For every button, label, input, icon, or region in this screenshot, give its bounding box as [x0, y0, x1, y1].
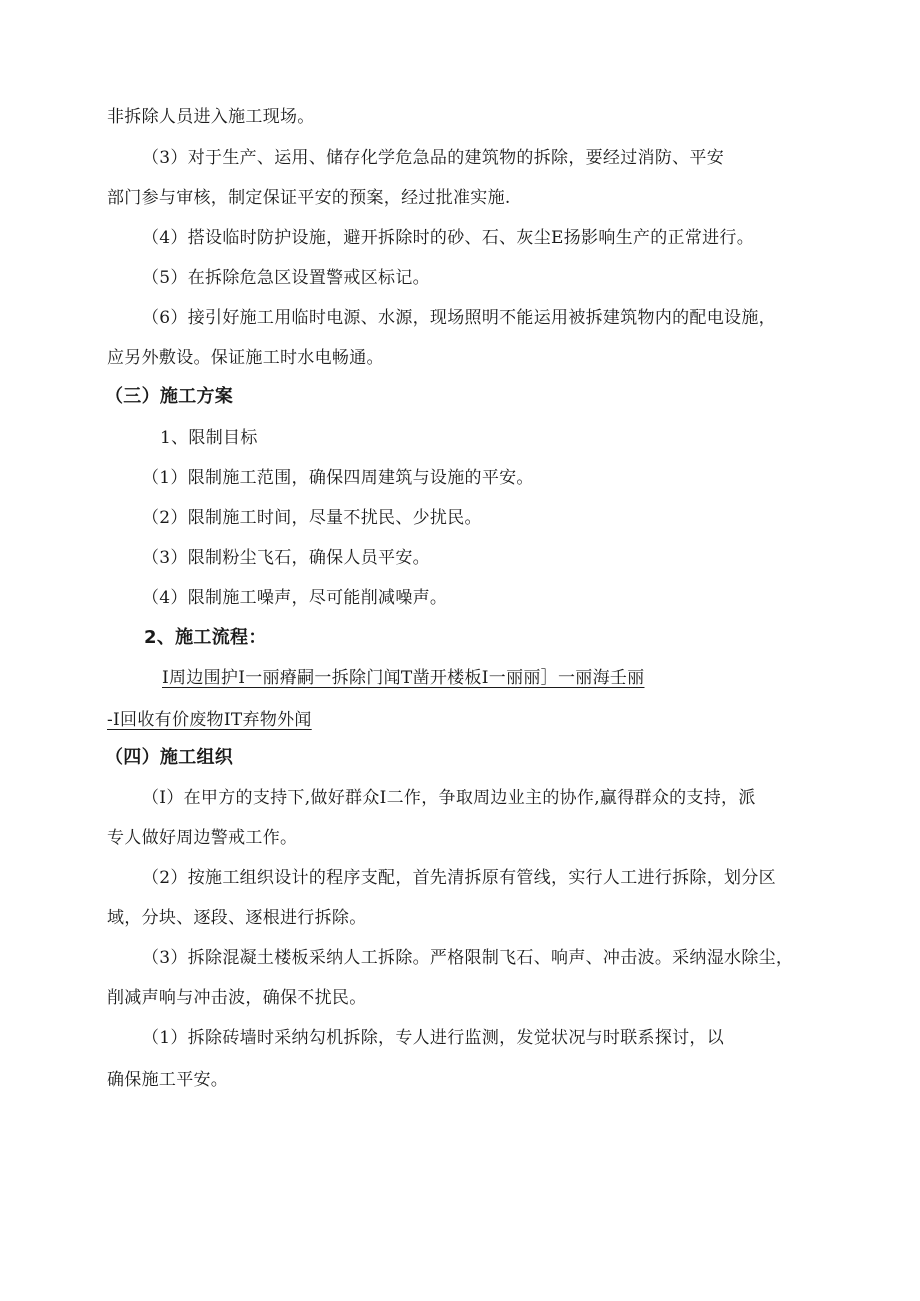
paragraph-line: （1）拆除砖墙时采纳勾机拆除，专人进行监测，发觉状况与时联系探讨，以: [142, 1028, 725, 1048]
subheading: 1、限制目标: [160, 428, 258, 448]
section-heading: （三）施工方案: [105, 386, 234, 407]
paragraph-line: （3）拆除混凝土楼板采纳人工拆除。严格限制飞石、响声、冲击波。采纳湿水除尘，: [142, 948, 794, 968]
paragraph-line: 应另外敷设。保证施工时水电畅通。: [107, 348, 384, 368]
paragraph-line: 专人做好周边警戒工作。: [107, 828, 298, 848]
flow-diagram-line: I周边围护I一丽瘠嗣一拆除门闻T凿开楼板I一丽丽］一丽海壬丽: [162, 668, 645, 688]
paragraph-line: 域，分块、逐段、逐根进行拆除。: [107, 908, 367, 928]
paragraph-line: 削减声响与冲击波，确保不扰民。: [107, 988, 367, 1008]
paragraph-line: （6）接引好施工用临时电源、水源，现场照明不能运用被拆建筑物内的配电设施，: [142, 308, 776, 328]
paragraph-line: （3）对于生产、运用、储存化学危急品的建筑物的拆除，要经过消防、平安: [142, 148, 725, 168]
paragraph-line: （2）按施工组织设计的程序支配，首先清拆原有管线，实行人工进行拆除，划分区: [142, 868, 776, 888]
paragraph-line: （4）搭设临时防护设施，避开拆除时的砂、石、灰尘E扬影响生产的正常进行。: [142, 228, 755, 248]
flow-diagram-line: -I回收有价废物IT弃物外闻: [107, 710, 312, 730]
paragraph-line: 非拆除人员进入施工现场。: [107, 107, 315, 127]
list-item: （1）限制施工范围，确保四周建筑与设施的平安。: [142, 468, 534, 488]
subheading-bold: 2、施工流程：: [144, 627, 267, 648]
paragraph-line: 部门参与审核，制定保证平安的预案，经过批准实施.: [107, 188, 511, 208]
paragraph-line: 确保施工平安。: [107, 1070, 229, 1090]
section-heading: （四）施工组织: [105, 747, 234, 768]
paragraph-line: （5）在拆除危急区设置警戒区标记。: [142, 268, 430, 288]
list-item: （3）限制粉尘飞石，确保人员平安。: [142, 548, 430, 568]
paragraph-line: （I）在甲方的支持下,做好群众I二作，争取周边业主的协作,赢得群众的支持，派: [142, 788, 756, 808]
list-item: （4）限制施工噪声，尽可能削减噪声。: [142, 588, 448, 608]
list-item: （2）限制施工时间，尽量不扰民、少扰民。: [142, 508, 482, 528]
